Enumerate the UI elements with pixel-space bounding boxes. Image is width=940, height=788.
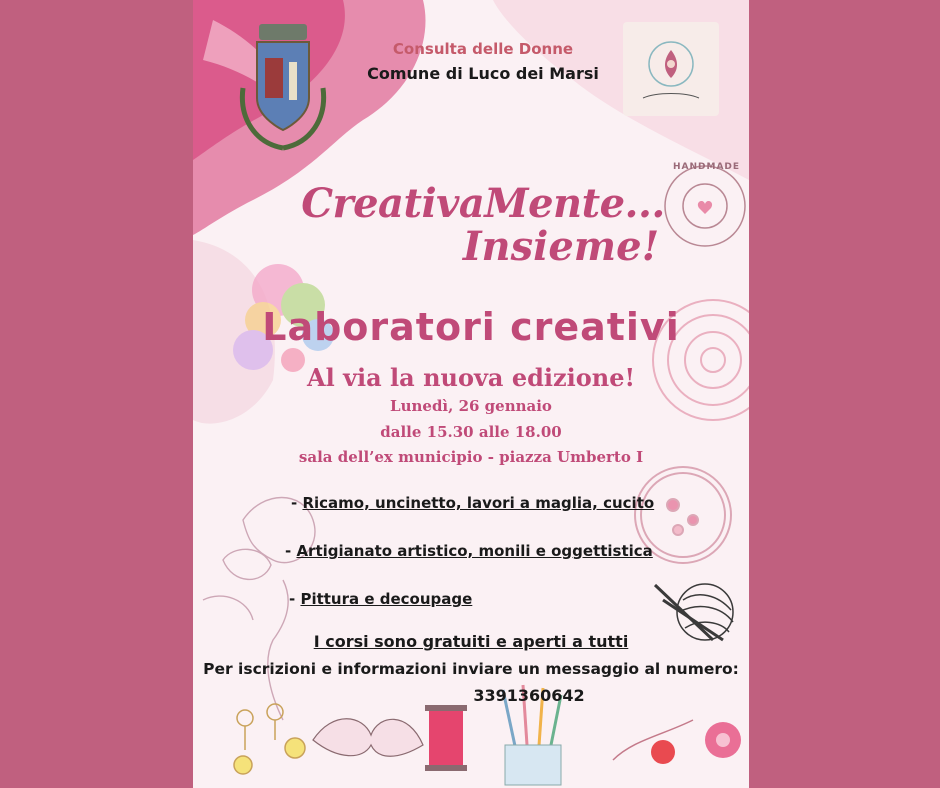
free-courses-text: I corsi sono gratuiti e aperti a tutti [313, 632, 629, 651]
event-place: sala dell’ex municipio - piazza Umberto I [298, 448, 644, 466]
consulta-delle-donne-logo [623, 22, 719, 116]
fabric-bow-illustration [313, 719, 423, 757]
free-courses-note [193, 632, 749, 651]
headline: Laboratori creativi [262, 305, 680, 349]
phone-number: 3391360642 [473, 686, 585, 705]
pink-flowers-bottom-right [613, 720, 741, 764]
flyer-poster [193, 0, 749, 788]
flower-line-art [203, 498, 315, 721]
thread-spool-illustration [425, 705, 467, 771]
municipality-name: Comune di Luco dei Marsi [367, 64, 599, 83]
activity-item: - Ricamo, uncinetto, lavori a maglia, cucito [291, 494, 655, 512]
activity-label: Pittura e decoupage [300, 590, 473, 608]
activity-label: Artigianato artistico, monili e oggettistica [296, 542, 653, 560]
municipal-coat-of-arms [235, 18, 331, 156]
activity-label: Ricamo, uncinetto, lavori a maglia, cucito [302, 494, 655, 512]
activity-item: - Pittura e decoupage [289, 590, 473, 608]
title-line-1: CreativaMente... [301, 180, 665, 227]
subheadline: Al via la nuova edizione! [306, 363, 636, 392]
event-date: Lunedì, 26 gennaio [390, 397, 552, 415]
earrings-illustration [234, 704, 305, 774]
title-line-2: Insieme! [462, 223, 660, 270]
handmade-label: HANDMADE [673, 162, 741, 172]
activity-item: - Artigianato artistico, monili e oggettistica [285, 542, 653, 560]
organization-name: Consulta delle Donne [392, 40, 574, 58]
contact-instructions: Per iscrizioni e informazioni inviare un messaggio al numero: [203, 660, 739, 678]
event-time: dalle 15.30 alle 18.00 [380, 423, 562, 441]
